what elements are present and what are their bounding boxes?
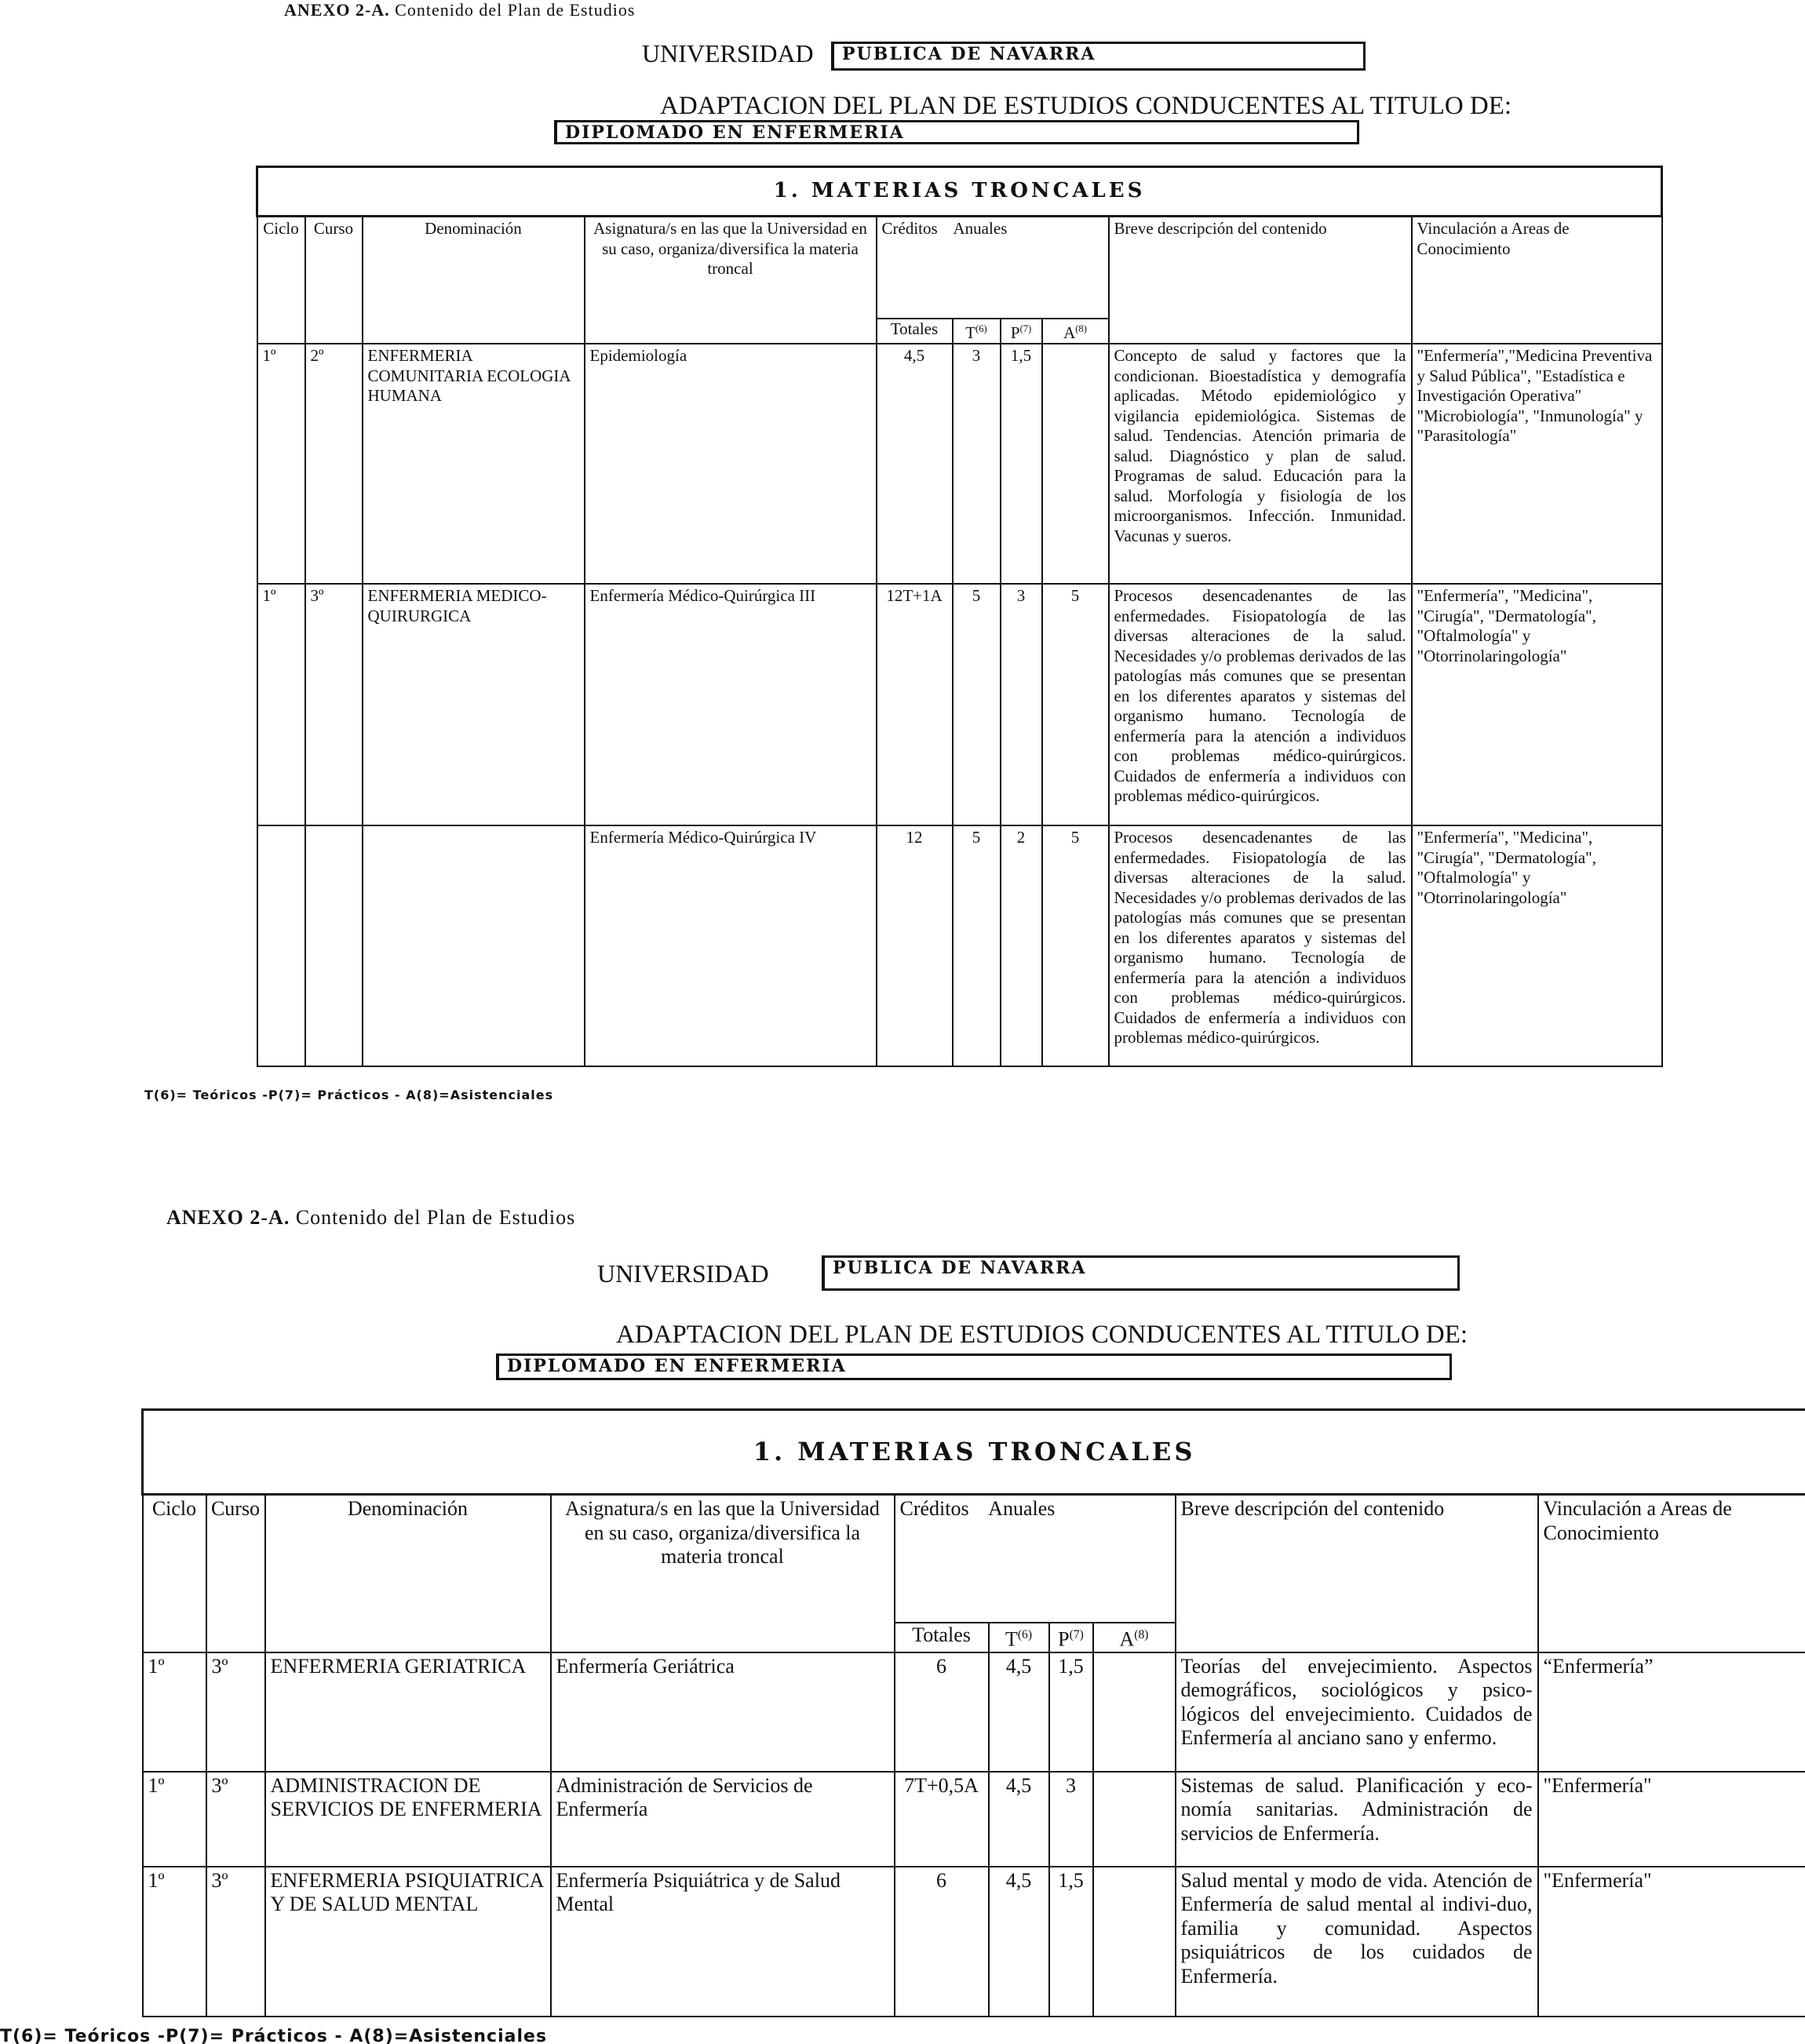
header-a: [1093, 1623, 1176, 1652]
header-p: [1049, 1623, 1093, 1652]
cell-t: 4,5: [989, 1772, 1049, 1867]
cell-a: [1093, 1652, 1176, 1772]
table-row: [143, 1772, 1805, 1867]
table-row: [143, 1867, 1805, 2017]
header-curso: Curso: [206, 1495, 265, 1652]
cell-totales: 4,5: [877, 344, 953, 584]
annex-heading: [284, 0, 635, 20]
cell-vinculacion: "Enfermería": [1538, 1772, 1805, 1867]
cell-t: 5: [953, 825, 1001, 1066]
cell-asignatura: Enfermería Médico-Quirúrgica III: [585, 584, 877, 825]
header-creditos: Créditos Anuales: [877, 217, 1109, 319]
annex-number: ANEXO 2-A.: [284, 0, 390, 20]
cell-vinculacion: "Enfermería", "Medicina", "Cirugía", "Dermatología", "Oftalmología" y "Otorrinolaringología": [1412, 825, 1662, 1066]
cell-totales: 12T+1A: [877, 584, 953, 825]
cell-curso: 3º: [305, 584, 363, 825]
cell-t: 3: [953, 344, 1001, 584]
cell-asignatura: Epidemiología: [585, 344, 877, 584]
footnote: [144, 1088, 553, 1102]
header-t: [953, 319, 1001, 344]
cell-asignatura: Enfermería Geriátrica: [551, 1652, 895, 1772]
cell-totales: 6: [895, 1652, 989, 1772]
cell-vinculacion: "Enfermería","Medicina Preventiva y Salud Pública", "Estadística e Investigación Operativa" "Microbiología", "Inmunología" y "Parasitología": [1412, 344, 1662, 584]
cell-vinculacion: "Enfermería", "Medicina", "Cirugía", "Dermatología", "Oftalmología" y "Otorrinolaringología": [1412, 584, 1662, 825]
cell-t: 5: [953, 584, 1001, 825]
header-a: [1042, 319, 1109, 344]
header-vinculacion: Vinculación a Areas de Conocimiento: [1412, 217, 1662, 344]
table-row: [257, 584, 1662, 825]
header-p-note: (7): [1019, 322, 1032, 334]
header-t-letter: T: [1005, 1627, 1018, 1651]
cell-p: 1,5: [1049, 1652, 1093, 1772]
materias-troncales-table: [256, 166, 1663, 1067]
header-ciclo: Ciclo: [143, 1495, 206, 1652]
header-p-letter: P: [1010, 322, 1020, 342]
header-totales: Totales: [895, 1623, 989, 1652]
adaptacion-label: ADAPTACION DEL PLAN DE ESTUDIOS CONDUCENTES AL TITULO DE:: [660, 92, 1512, 120]
header-asignatura: Asignatura/s en las que la Universidad en su caso, organiza/diversifica la materia troncal: [585, 217, 877, 344]
annex-title: Contenido del Plan de Estudios: [295, 1206, 576, 1229]
annex-heading: [166, 1206, 575, 1230]
table-title: 1. MATERIAS TRONCALES: [257, 167, 1662, 217]
titulo-field: DIPLOMADO EN ENFERMERIA: [496, 1354, 1452, 1380]
cell-ciclo: 1º: [143, 1867, 206, 2017]
table-row: [257, 344, 1662, 584]
header-p-note: (7): [1069, 1627, 1084, 1641]
cell-totales: 6: [895, 1867, 989, 2017]
cell-denominacion: ADMINISTRACION DE SERVICIOS DE ENFERMERIA: [265, 1772, 551, 1867]
cell-denominacion: ENFERMERIA MEDICO-QUIRURGICA: [363, 584, 585, 825]
cell-denominacion: ENFERMERIA COMUNITARIA ECOLOGIA HUMANA: [363, 344, 585, 584]
footnote-text: T(6)= Teóricos -P(7)= Prácticos - A(8)=Asistenciales: [144, 1088, 554, 1102]
universidad-label: UNIVERSIDAD: [642, 39, 814, 67]
cell-denominacion: ENFERMERIA GERIATRICA: [265, 1652, 551, 1772]
header-p: [1001, 319, 1042, 344]
cell-descripcion: Procesos desencadenantes de las enfermedades. Fisiopatología de las diversas alteraciones de la salud. Necesidades y/o problemas derivados de las patologías más comunes que se presentan en los diferentes aparatos y sistemas del organismo humano. Tecnología de enfermería para la atención a individuos con problemas médico-quirúrgicos. Cuidados de enfermería a individuos con problemas médico-quirúrgicos.: [1109, 584, 1412, 825]
cell-totales: 7T+0,5A: [895, 1772, 989, 1867]
cell-ciclo: 1º: [257, 584, 305, 825]
cell-a: 5: [1042, 584, 1109, 825]
annex-number: ANEXO 2-A.: [166, 1206, 290, 1229]
cell-a: [1093, 1867, 1176, 2017]
header-totales: Totales: [877, 319, 953, 344]
table-title: 1. MATERIAS TRONCALES: [143, 1410, 1805, 1495]
header-denominacion: Denominación: [363, 217, 585, 344]
cell-descripcion: Teorías del envejecimiento. Aspectos demográficos, sociológicos y psico-lógicos del envejecimiento. Cuidados de Enfermería al anciano sano y enfermo.: [1176, 1652, 1538, 1772]
footnote-text: T(6)= Teóricos -P(7)= Prácticos - A(8)=Asistenciales: [0, 2027, 548, 2044]
cell-ciclo: 1º: [257, 344, 305, 584]
header-a-note: (8): [1134, 1627, 1149, 1641]
header-t: [989, 1623, 1049, 1652]
table-row: [257, 825, 1662, 1066]
cell-denominacion: [363, 825, 585, 1066]
cell-descripcion: Concepto de salud y factores que la condicionan. Bioestadística y demografía aplicadas. Método epidemiológico y vigilancia epidemiológica. Sistemas de salud. Tendencias. Atención primaria de salud. Diagnóstico y plan de salud. Programas de salud. Educación para la salud. Morfología y fisiología de los microorganismos. Infección. Inmunidad. Vacunas y sueros.: [1109, 344, 1412, 584]
titulo-field: DIPLOMADO EN ENFERMERIA: [554, 120, 1359, 144]
cell-p: 1,5: [1001, 344, 1042, 584]
cell-asignatura: Enfermería Psiquiátrica y de Salud Mental: [551, 1867, 895, 2017]
header-p-letter: P: [1058, 1627, 1070, 1651]
cell-p: 1,5: [1049, 1867, 1093, 2017]
cell-p: 3: [1001, 584, 1042, 825]
header-t-note: (6): [975, 322, 987, 334]
cell-totales: 12: [877, 825, 953, 1066]
cell-asignatura: Administración de Servicios de Enfermería: [551, 1772, 895, 1867]
header-ciclo: Ciclo: [257, 217, 305, 344]
cell-p: 3: [1049, 1772, 1093, 1867]
universidad-field: PUBLICA DE NAVARRA: [831, 42, 1366, 71]
cell-descripcion: Salud mental y modo de vida. Atención de Enfermería de salud mental al indivi-duo, familia y comunidad. Aspectos psiquiátricos de los cuidados de Enfermería.: [1176, 1867, 1538, 2017]
cell-p: 2: [1001, 825, 1042, 1066]
annex-title: Contenido del Plan de Estudios: [395, 0, 636, 20]
cell-asignatura: Enfermería Médico-Quirúrgica IV: [585, 825, 877, 1066]
cell-a: [1042, 344, 1109, 584]
cell-ciclo: 1º: [143, 1772, 206, 1867]
cell-a: 5: [1042, 825, 1109, 1066]
header-asignatura: Asignatura/s en las que la Universidad en su caso, organiza/diversifica la materia troncal: [551, 1495, 895, 1652]
footnote: [0, 2027, 547, 2044]
header-t-letter: T: [965, 322, 976, 342]
cell-vinculacion: "Enfermería": [1538, 1867, 1805, 2017]
header-a-letter: A: [1063, 322, 1076, 342]
header-a-letter: A: [1119, 1627, 1135, 1651]
header-t-note: (6): [1017, 1627, 1033, 1641]
universidad-field: PUBLICA DE NAVARRA: [822, 1255, 1460, 1291]
cell-descripcion: Procesos desencadenantes de las enfermedades. Fisiopatología de las diversas alteraciones de la salud. Necesidades y/o problemas derivados de las patologías más comunes que se presentan en los diferentes aparatos y sistemas del organismo humano. Tecnología de enfermería para la atención a individuos con problemas médico-quirúrgicos. Cuidados de enfermería a individuos con problemas médico-quirúrgicos.: [1109, 825, 1412, 1066]
cell-ciclo: [257, 825, 305, 1066]
adaptacion-label: ADAPTACION DEL PLAN DE ESTUDIOS CONDUCENTES AL TITULO DE:: [616, 1321, 1468, 1349]
table-row: [143, 1652, 1805, 1772]
header-denominacion: Denominación: [265, 1495, 551, 1652]
cell-curso: 2º: [305, 344, 363, 584]
cell-vinculacion: “Enfermería”: [1538, 1652, 1805, 1772]
cell-curso: [305, 825, 363, 1066]
cell-ciclo: 1º: [143, 1652, 206, 1772]
materias-troncales-table: [141, 1408, 1805, 2017]
header-vinculacion: Vinculación a Areas de Conocimiento: [1538, 1495, 1805, 1652]
cell-descripcion: Sistemas de salud. Planificación y eco-nomía sanitarias. Administración de servicios de Enfermería.: [1176, 1772, 1538, 1867]
header-descripcion: Breve descripción del contenido: [1109, 217, 1412, 344]
cell-t: 4,5: [989, 1867, 1049, 2017]
cell-denominacion: ENFERMERIA PSIQUIATRICA Y DE SALUD MENTAL: [265, 1867, 551, 2017]
cell-curso: 3º: [206, 1772, 265, 1867]
cell-curso: 3º: [206, 1867, 265, 2017]
header-descripcion: Breve descripción del contenido: [1176, 1495, 1538, 1652]
cell-t: 4,5: [989, 1652, 1049, 1772]
cell-a: [1093, 1772, 1176, 1867]
header-curso: Curso: [305, 217, 363, 344]
header-a-note: (8): [1075, 322, 1087, 334]
universidad-label: UNIVERSIDAD: [597, 1259, 769, 1288]
header-creditos: Créditos Anuales: [895, 1495, 1176, 1623]
cell-curso: 3º: [206, 1652, 265, 1772]
